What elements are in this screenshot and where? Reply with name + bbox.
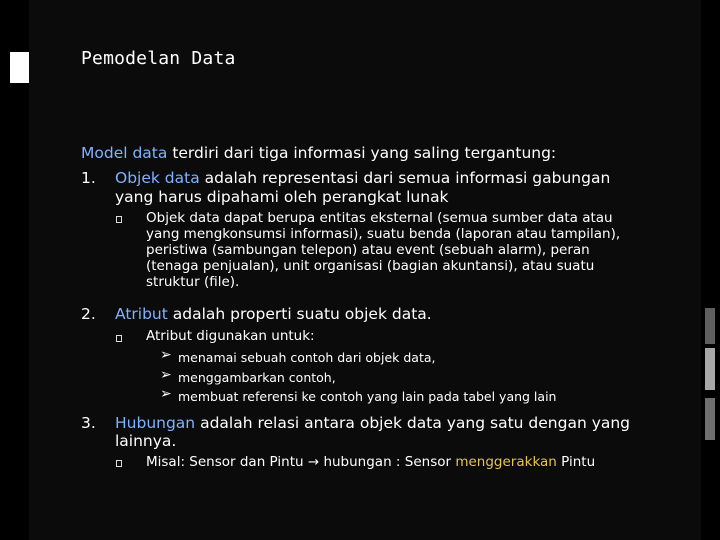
subsub-item-text: menamai sebuah contoh dari objek data, xyxy=(178,350,436,365)
square-bullet-icon xyxy=(116,460,122,467)
sub-item-keyword: menggerakkan xyxy=(455,454,557,470)
intro-keyword: Model data xyxy=(81,144,168,162)
item-line-2: yang harus dipahami oleh perangkat lunak xyxy=(115,188,449,206)
arrow-bullet-icon: ➢ xyxy=(160,347,172,363)
right-arrow-icon: → xyxy=(307,454,320,470)
sub-item-pre: Misal: Sensor dan Pintu xyxy=(146,454,308,470)
item-text: adalah properti suatu objek data. xyxy=(167,305,432,323)
item-line xyxy=(115,303,432,325)
sub-item-text: (tenaga penjualan), unit organisasi (bagian akuntansi), atau suatu xyxy=(146,258,595,274)
item-text: adalah relasi antara objek data yang satu dengan yang xyxy=(195,414,631,432)
item-number: 1. xyxy=(81,169,96,187)
square-bullet-icon xyxy=(116,335,122,342)
arrow-bullet-icon: ➢ xyxy=(160,386,172,402)
right-accent-block xyxy=(705,398,715,440)
right-accent-block xyxy=(705,308,715,344)
sub-item-text xyxy=(146,455,595,471)
sub-item-mid: hubungan : Sensor xyxy=(319,454,456,470)
title-accent-bar xyxy=(10,52,29,83)
item-keyword: Objek data xyxy=(115,169,200,187)
sub-item-text: struktur (file). xyxy=(146,274,240,290)
right-edge-bar xyxy=(701,0,720,540)
sub-item-text: peristiwa (sambungan telepon) atau event (sebuah alarm), peran xyxy=(146,242,590,258)
item-line xyxy=(115,412,630,434)
sub-item-text: Objek data dapat berupa entitas eksternal (semua sumber data atau xyxy=(146,210,613,226)
arrow-bullet-icon: ➢ xyxy=(160,367,172,383)
sub-item-text: yang mengkonsumsi informasi), suatu benda (laporan atau tampilan), xyxy=(146,226,621,242)
square-bullet-icon xyxy=(116,216,122,223)
sub-item-post: Pintu xyxy=(556,454,596,470)
subsub-item-text: menggambarkan contoh, xyxy=(178,370,336,385)
intro-line xyxy=(81,142,556,164)
slide-title: Pemodelan Data xyxy=(81,48,236,69)
item-keyword: Hubungan xyxy=(115,414,196,432)
sub-item-text: Atribut digunakan untuk: xyxy=(146,328,315,344)
item-keyword: Atribut xyxy=(115,305,168,323)
right-accent-block xyxy=(705,348,715,390)
item-number: 2. xyxy=(81,305,96,323)
subsub-item-text: membuat referensi ke contoh yang lain pada tabel yang lain xyxy=(178,389,557,404)
intro-text: terdiri dari tiga informasi yang saling tergantung: xyxy=(167,144,557,162)
item-line-2: lainnya. xyxy=(115,432,177,450)
item-number: 3. xyxy=(81,414,96,432)
item-text: adalah representasi dari semua informasi gabungan xyxy=(199,169,611,187)
